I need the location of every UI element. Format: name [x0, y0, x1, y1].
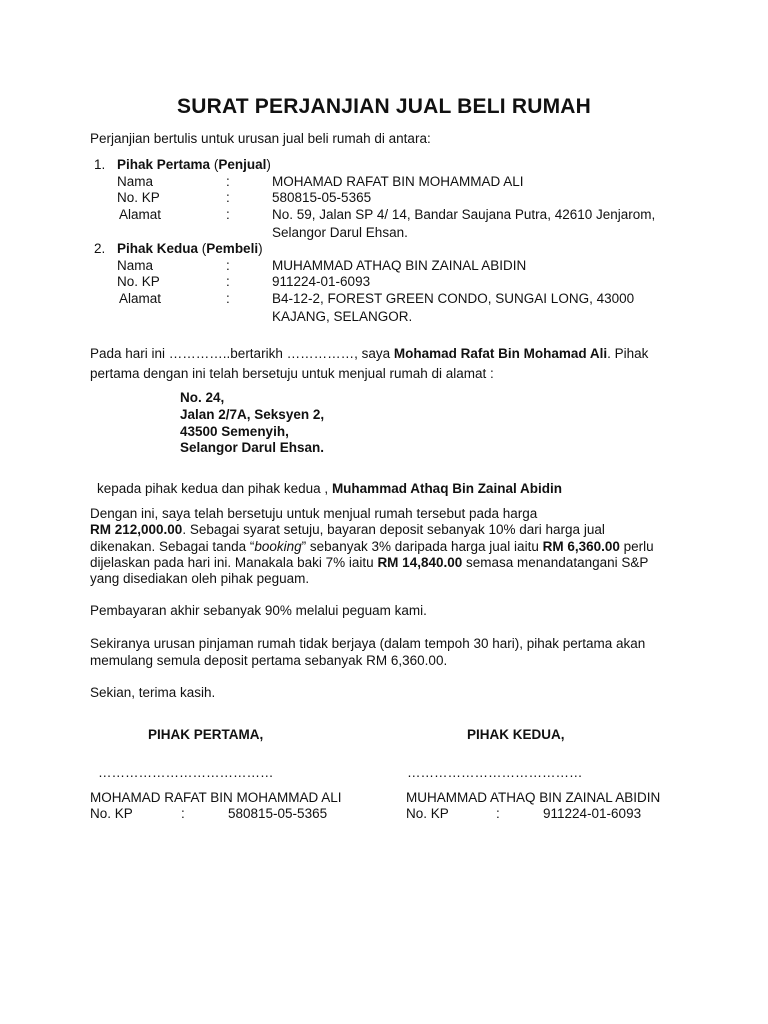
party2-address-line2: KAJANG, SELANGOR. [272, 309, 413, 324]
payment-terms-line4: dijelaskan pada hari ini. Manakala baki 7% iaitu RM 14,840.00 semasa menandatangani S&P [90, 555, 649, 570]
party1-address-colon: : [226, 207, 230, 222]
party2-address-colon: : [226, 291, 230, 306]
closing-text: Sekian, terima kasih. [90, 685, 216, 700]
buyer-statement: kepada pihak kedua dan pihak kedua , Muhammad Athaq Bin Zainal Abidin [97, 481, 562, 496]
signature-left-kp-colon: : [181, 806, 185, 821]
property-address-line: Selangor Darul Ehsan. [180, 440, 325, 455]
signature-left-kp-label: No. KP [90, 806, 133, 821]
date-statement-line2: pertama dengan ini telah bersetuju untuk menjual rumah di alamat : [90, 366, 494, 381]
signature-right-heading: PIHAK KEDUA, [467, 727, 565, 742]
signature-right-line: ………………………………… [407, 765, 583, 780]
property-address-line: Jalan 2/7A, Seksyen 2, [180, 407, 325, 422]
refund-clause-line2: memulang semula deposit pertama sebanyak RM 6,360.00. [90, 653, 448, 668]
party2-kp-label: No. KP [117, 274, 160, 289]
party1-name-value: MOHAMAD RAFAT BIN MOHAMMAD ALI [272, 174, 524, 189]
party1-heading: Pihak Pertama (Penjual) [117, 157, 271, 172]
party1-kp-value: 580815-05-5365 [272, 190, 372, 205]
payment-terms-line1: Dengan ini, saya telah bersetuju untuk menjual rumah tersebut pada harga [90, 506, 538, 521]
party2-number: 2. [94, 241, 106, 256]
party1-name-colon: : [226, 174, 230, 189]
signature-left-kp-value: 580815-05-5365 [228, 806, 328, 821]
document-title: SURAT PERJANJIAN JUAL BELI RUMAH [177, 95, 591, 118]
party1-kp-label: No. KP [117, 190, 160, 205]
party2-name-label: Nama [117, 258, 154, 273]
property-address-line: 43500 Semenyih, [180, 424, 289, 439]
signature-right-kp-label: No. KP [406, 806, 449, 821]
party1-address-line1: No. 59, Jalan SP 4/ 14, Bandar Saujana Putra, 42610 Jenjarom, [272, 207, 656, 222]
party2-address-line1: B4-12-2, FOREST GREEN CONDO, SUNGAI LONG, 43000 [272, 291, 635, 306]
final-payment-text: Pembayaran akhir sebanyak 90% melalui peguam kami. [90, 603, 427, 618]
party1-address-line2: Selangor Darul Ehsan. [272, 225, 408, 240]
date-statement-line1: Pada hari ini …………..bertarikh ……………, saya Mohamad Rafat Bin Mohamad Ali. Pihak [90, 346, 649, 361]
signature-right-name: MUHAMMAD ATHAQ BIN ZAINAL ABIDIN [406, 790, 661, 805]
payment-terms-line5: yang disediakan oleh pihak peguam. [90, 571, 310, 586]
signature-left-heading: PIHAK PERTAMA, [148, 727, 264, 742]
signature-left-name: MOHAMAD RAFAT BIN MOHAMMAD ALI [90, 790, 342, 805]
party2-address-label: Alamat [119, 291, 162, 306]
property-address-line: No. 24, [180, 390, 225, 405]
intro-text: Perjanjian bertulis untuk urusan jual beli rumah di antara: [90, 131, 431, 146]
payment-terms-line3: dikenakan. Sebagai tanda “booking” sebanyak 3% daripada harga jual iaitu RM 6,360.00 perlu [90, 539, 654, 554]
party2-heading: Pihak Kedua (Pembeli) [117, 241, 263, 256]
party2-name-value: MUHAMMAD ATHAQ BIN ZAINAL ABIDIN [272, 258, 527, 273]
party1-address-label: Alamat [119, 207, 162, 222]
refund-clause-line1: Sekiranya urusan pinjaman rumah tidak berjaya (dalam tempoh 30 hari), pihak pertama akan [90, 636, 646, 651]
party1-name-label: Nama [117, 174, 154, 189]
payment-terms-line2: RM 212,000.00. Sebagai syarat setuju, bayaran deposit sebanyak 10% dari harga jual [90, 522, 605, 537]
party1-number: 1. [94, 157, 106, 172]
signature-right-kp-value: 911224-01-6093 [543, 806, 642, 821]
party1-kp-colon: : [226, 190, 230, 205]
signature-left-line: ………………………………… [98, 765, 274, 780]
party2-name-colon: : [226, 258, 230, 273]
party2-kp-value: 911224-01-6093 [272, 274, 371, 289]
party2-kp-colon: : [226, 274, 230, 289]
signature-right-kp-colon: : [496, 806, 500, 821]
